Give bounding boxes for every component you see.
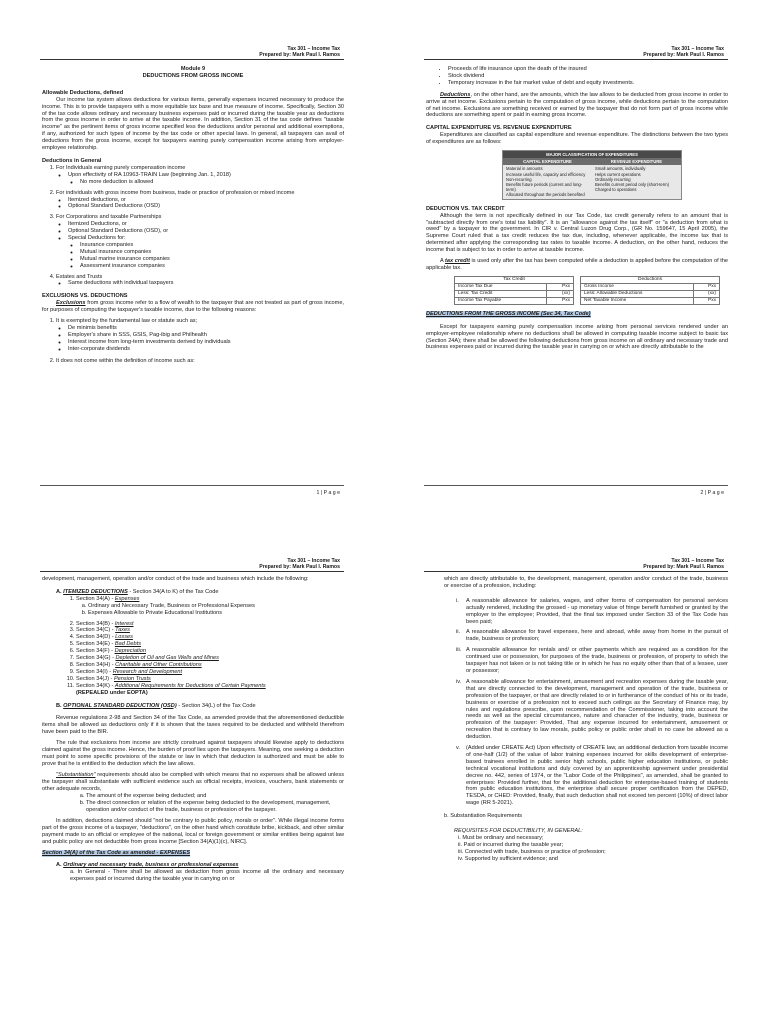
header-rule [40,59,344,60]
footer-rule [40,485,344,486]
itemized-heading: A. ITEMIZED DEDUCTIONS - Section 34(A to K) of the Tax Code [56,588,219,595]
table-row: Net Taxable Income Pxx [581,297,720,304]
page-header: Tax 301 – Income Tax Prepared by: Mark Paul I. Ramos [643,558,724,571]
credit-vs-deduction-table [454,276,728,305]
list-item: i. A reasonable allowance for salaries, wages, and other forms of compensation for personal services actually rendered, including the grossed - up monetary value of fringe benefit furnished or granted by the employer to the employee; Provided, that the final tax imposed under Section 33 of the Tax Code has been paid; [456,597,728,625]
section-heading: Allowable Deductions, defined [42,89,124,96]
section-heading: CAPITAL EXPENDITURE VS. REVENUE EXPENDITURE [426,125,572,132]
paragraph: Except for taxpayers earning purely compensation income arising from personal services rendered under an employer-employee relationship where no deductions shall be allowed in computing taxable income subject to basic tax (Section 24A); there shall be allowed the following deductions from gross income on all ordinary and necessary trade and business expenses paid or incurred during the taxable year in carrying on or which are directly attributable to the [426,323,728,351]
list-item: ◦ No more deduction is allowed [80,179,344,186]
paragraph: Exclusions from gross income refer to a flow of wealth to the taxpayer that are not treated as part of gross income, for purposes of computing the taxpayer's taxable income, due to the following reasons: [42,300,344,314]
paragraph: "Substantiation" requirements should also be complied with which means that no expenses shall be allowed unless the taxpayer shall substantiate with sufficient evidence such as official receipts, invoices, vouchers, bank statements or other adequate records, [42,771,344,792]
list-item: ◦ Same deductions with individual taxpayers [68,280,344,287]
list-item: 1. It is exempted by the fundamental law or statute such as; ◦ De minimis benefits ◦ Employer's share in SSS, GSIS, Pag-ibig and Philhealth ◦ Interest income from long-term investments derived by individuals ◦ Inter-corporate dividends [56,318,344,353]
table-row: Less: Allowable Deductions (xx) [581,290,720,297]
subheading: b. Substantiation Requirements [444,813,523,820]
list-item: • Proceeds of life insurance upon the death of the insured [448,66,728,73]
list-item: ◦ Mutual marine insurance companies [80,256,344,263]
list-item: 6. Section 34(F) - Depreciation [76,648,344,655]
subheading: A. Ordinary and necessary trade, business or professional expenses [56,861,239,868]
paragraph: Our income tax system allows deductions for various items, generally expenses incurred necessary to produce the income. This is to provide taxpayers with a more equitable tax base and true measure of income. Specifically, Section 30 of the tax code allows ordinary and necessary business expenses paid or incurred during the taxable year as deductions from the gross income in order to arrive at the taxable income. In addition, Section 31 of the tax code defines "taxable income" as the pertinent items of gross income specified less the deductions and/or personal and additional exemptions, if any, authorized for such types of income by the tax code or other special laws. In general, all taxpayers can avail of deductions from the gross income, except for taxpayers earning purely compensation income arising from employer-employee relationship. [42,96,344,152]
list-item: iii. Connected with trade, business or practice of profession; [458,848,606,855]
list-item: 7. Section 34(G) - Depletion of Oil and Gas Wells and Mines [76,655,344,662]
paragraph: The rule that exclusions from income are strictly construed against taxpayers should likewise apply to deductions claimed against the gross income. Hence, the burden of proof lies upon the taxpayers. Meaning, one seeking a deduction must point to some specific provisions of the statute or law in which that deduction is authorized and must be able to prove that he is entitled to the deduction which the law allows. [42,740,344,767]
paragraph: Deductions, on the other hand, are the amounts, which the law allows to be deducted from gross income in order to arrive at net income. Exclusions pertain to the computation of gross income, while deductions pertain to the computation of net income. Exclusions are something received or earned by the taxpayer that do not form part of gross income while deductions are something spent or paid in earning gross income. [426,91,728,119]
requisites-heading: REQUISITES FOR DEDUCTIBILITY, IN GENERAL: [454,828,583,835]
list-item: 3. For Corporations and taxable Partnerships ◦ Itemized Deductions, or ◦ Optional Standard Deductions (OSD), or ◦ Special Deductions for: ◦ Insurance companies ◦ Mutual insurance companies ◦ Mutual marine insurance companies ◦ Assessment insurance companies [56,214,344,269]
bullet-list [426,66,728,87]
osd-heading: B. OPTIONAL STANDARD DEDUCTION (OSD) - Section 34(L) of the Tax Code [56,702,256,709]
list-item: ◦ Itemized Deductions, or [68,221,344,228]
tax-credit-table: Tax Credit Income Tax Due Pxx Less: Tax Credit (xx) Income Tax Payable Pxx [454,276,574,305]
page-number: 1 | P a g e [316,490,340,496]
section-heading-highlighted: Section 34(A) of the Tax Code as amended - EXPENSES [42,849,191,856]
page-body [444,576,728,863]
page-header: Tax 301 – Income Tax Prepared by: Mark Paul I. Ramos [259,46,340,59]
paragraph: A tax credit is used only after the tax has been computed while a deduction is applied before the computation of the applicable tax. [426,258,728,271]
paragraph: Revenue regulations 2-98 and Section 34 of the Tax Code, as amended provide that the aforementioned deductible items shall be allowed as deductions only if it is shown that the taxes required to be deducted and withheld therefrom have been paid to the BIR. [42,715,344,736]
revenue-column: Small amounts, individually Helps current operations Ordinarily recurring Benefits current period only (short-term) Charged to operations [592,165,681,198]
list-item: ◦ Special Deductions for: ◦ Insurance companies ◦ Mutual insurance companies ◦ Mutual marine insurance companies ◦ Assessment insurance companies [68,235,344,270]
list-item: a. Ordinary and Necessary Trade, Business or Professional Expenses [88,603,344,610]
list-item: ii. Paid or incurred during the taxable year; [458,841,564,848]
list-item: ◦ Mutual insurance companies [80,249,344,256]
section-heading: EXCLUSIONS VS. DEDUCTIONS [42,293,128,300]
table-row: Income Tax Payable Pxx [455,297,574,304]
list-item: v. (Added under CREATE Act) Upon effectivity of CREATE law, an additional deduction from taxable income of one-half (1/2) of the value of labor training expenses incurred for skills development of enterprise-based trainees enrolled in public senior high schools, public higher education institutions, or public technical vocational institutions and duly covered by an apprenticeship agreement under presidential decree no. 442, series of 1974, or the "Labor Code of the Philippines", as amended, shall be granted to enterprises: Provided further, that for the additional deduction for enterprise-based training of students from public education institutions, the enterprise shall secure proper certification from the DEPED, TESDA, or CHED: Provided, finally, that such deduction shall not exceed ten percent (10%) of direct labor wage (RR 5-2021). [456,745,728,807]
list-item: ◦ De minimis benefits [68,325,344,332]
footer-rule [424,485,728,486]
module-number: Module 9 [180,66,206,72]
deductions-list [42,165,344,288]
paragraph: development, management, operation and/or conduct of the trade and business which include the following: [42,576,309,582]
list-item: ◦ Insurance companies [80,242,344,249]
section-heading: Deductions in General [42,157,102,164]
list-item: 4. Section 34(D) - Losses [76,634,344,641]
exclusions-list [42,318,344,364]
list-item: iv. A reasonable allowance for entertainment, amusement and recreation expenses during the taxable year, that are directly connected to the development, management and operation of the trade, business or profession of the taxpayer, or that are directly related to or in furtherance of the conduct of his or its trade, business or exercise of a profession not to exceed such ceilings as the Secretary of Finance may, by rules and regulations prescribe, upon recommendation of the Commissioner, taking into account the needs as well as the special circumstances, nature and character of the industry, trade, business or profession of the taxpayer: Provided, That any expense incurred for entertainment, amusement or recreation that is contrary to law morals, public policy or public order shall in no case be allowed as a deduction. [456,678,728,741]
list-item: 2. It does not come within the definition of income such as: [56,358,344,365]
paragraph: Expenditures are classified as capital expenditure and revenue expenditure. The distinctions between the two types of expenditures are as follows: [426,132,728,146]
capital-column: Material in amounts Increase useful life, capacity and efficiency Non-recurring Benefits future periods (current and long-term) Allocated throughout the periods benefited [503,165,592,198]
list-item: ◦ Optional Standard Deductions (OSD) [68,203,344,210]
paragraph: which are directly attributable to, the development, management, operation and/or conduct of the trade, business or exercise of a profession, including: [444,576,728,589]
list-item: ◦ Itemized deductions, or [68,197,344,204]
list-item: 4. Estates and Trusts ◦ Same deductions with individual taxpayers [56,274,344,288]
itemized-list [42,596,344,697]
list-item: ◦ Assessment insurance companies [80,263,344,270]
table-row: Income Tax Due Pxx [455,283,574,290]
list-item: b. The direct connection or relation of the expense being deducted to the development, management, operation and/or conduct of the trade, business or profession of the taxpayer. [86,800,344,814]
paragraph: Although the term is not specifically defined in our Tax Code, tax credit generally refers to an amount that is "subtracted directly from one's total tax liability". It is an "allowance against the tax itself" or "a deduction from what is owed" by a taxpayer to the government. In CIR v. Central Luzon Drug Corp., (GR No. 159647, 15 April 2005), the Supreme Court ruled that a tax credit reduces the tax due, including, whenever applicable, the income tax that is determined after applying the corresponding tax rates to taxable income. A deduction, on the other hand, reduces the income that is subject to tax in order to arrive at taxable income. [426,212,728,254]
page-body [426,66,728,355]
page-2 [384,0,768,512]
header-rule [40,571,344,572]
list-item: 2. For individuals with gross income from business, trade or practice of profession or mixed income ◦ Itemized deductions, or ◦ Optional Standard Deductions (OSD) [56,190,344,211]
list-item: 2. Section 34(B) - Interest [76,621,344,628]
list-item: • Stock dividend [448,73,728,80]
page-body [42,576,344,882]
page-3 [0,512,384,1024]
allowance-list [444,598,728,807]
list-item: ◦ Interest income from long-term investments derived by individuals [68,339,344,346]
list-item: • Temporary increase in the fair market value of debt and equity investments. [448,80,728,87]
page-number: 2 | P a g e [700,490,724,496]
substantiation-list [42,793,344,814]
header-rule [424,571,728,572]
section-heading: DEDUCTION VS. TAX CREDIT [426,205,505,212]
list-item: 1. For Individuals earning purely compensation income ◦ Upon effectivity of RA 10963-TRAIN Law (beginning Jan. 1, 2018) ◦ No more deduction is allowed [56,165,344,186]
module-title: DEDUCTIONS FROM GROSS INCOME [142,72,244,79]
table-row: Less: Tax Credit (xx) [455,290,574,297]
expenditure-classification-image: MAJOR CLASSIFICATION OF EXPENDITURES CAPITAL EXPENDITURE REVENUE EXPENDITURE Material in amounts Increase useful life, capacity and efficiency Non-recurring Benefits future periods (current and long-term) Allocated throughout the periods benefited Small amounts, individually Helps current operations Ordinarily recurring Benefits current period only (short-term) Charged to operations [502,150,682,200]
header-rule [424,59,728,60]
requisites-list [458,835,728,863]
list-item: iv. Supported by sufficient evidence; and [458,855,558,862]
list-item: 5. Section 34(E) - Bad Debts [76,641,344,648]
page-4 [384,512,768,1024]
paragraph: a. In General - There shall be allowed as deduction from gross income all the ordinary and necessary expenses paid or incurred during the taxable year in carrying on or [70,868,344,882]
list-item: ii. A reasonable allowance for travel expenses, here and abroad, while away from home in the pursuit of trade, business or profession; [456,629,728,643]
list-item: 8. Section 34(H) - Charitable and Other Contributions [76,662,344,669]
list-item: ◦ Upon effectivity of RA 10963-TRAIN Law (beginning Jan. 1, 2018) ◦ No more deduction is allowed [68,172,344,186]
list-item: i. Must be ordinary and necessary; [458,835,544,841]
list-item: 9. Section 34(I) - Research and Development [76,669,344,676]
section-heading-highlighted: DEDUCTIONS FROM THE GROSS INCOME (Sec 34, Tax Code) [426,310,591,317]
list-item: a. The amount of the expense being deducted; and [86,793,344,800]
page-header: Tax 301 – Income Tax Prepared by: Mark Paul I. Ramos [259,558,340,571]
table-row: Gross Income Pxx [581,283,720,290]
list-item: ◦ Employer's share in SSS, GSIS, Pag-ibig and Philhealth [68,332,344,339]
list-item: iii. A reasonable allowance for rentals and/ or other payments which are required as a condition for the continued use or possession, for purposes of the trade, business or profession, of property to which the taxpayer has not taken or is not taking title or in which he has no equity other than that of a lessee, user or possessor; [456,647,728,674]
deductions-table: Deductions Gross Income Pxx Less: Allowable Deductions (xx) Net Taxable Income Pxx [580,276,720,305]
list-item: 1. Section 34(A) - Expenses a. Ordinary and Necessary Trade, Business or Professional Expenses b. Expenses Allowable to Private Educational Institutions [76,596,344,617]
page-body [42,66,344,369]
list-item: ◦ Inter-corporate dividends [68,346,344,353]
page-1 [0,0,384,512]
list-item: 3. Section 34(C) - Taxes [76,627,344,634]
list-item: 10. Section 34(J) - Pension Trusts [76,676,344,683]
page-header: Tax 301 – Income Tax Prepared by: Mark Paul I. Ramos [643,46,724,59]
paragraph: In addition, deductions claimed should "not be contrary to public policy, morals or order". While illegal income forms part of the gross income of a taxpayer, "deductions", on the other hand which constitute bribe, kickback, and other similar payment made to an official or employee of the national, local or foreign government or similar entities being against law and public policy are not deductible from gross income [Section 34(A)(1)(c), NIRC]. [42,818,344,845]
list-item: ◦ Optional Standard Deductions (OSD), or [68,228,344,235]
list-item: b. Expenses Allowable to Private Educational Institutions [88,610,344,617]
list-item: 11. Section 34(K) - Additional Requirements for Deductions of Certain Payments (REPEALED under EOPTA) [76,683,344,697]
